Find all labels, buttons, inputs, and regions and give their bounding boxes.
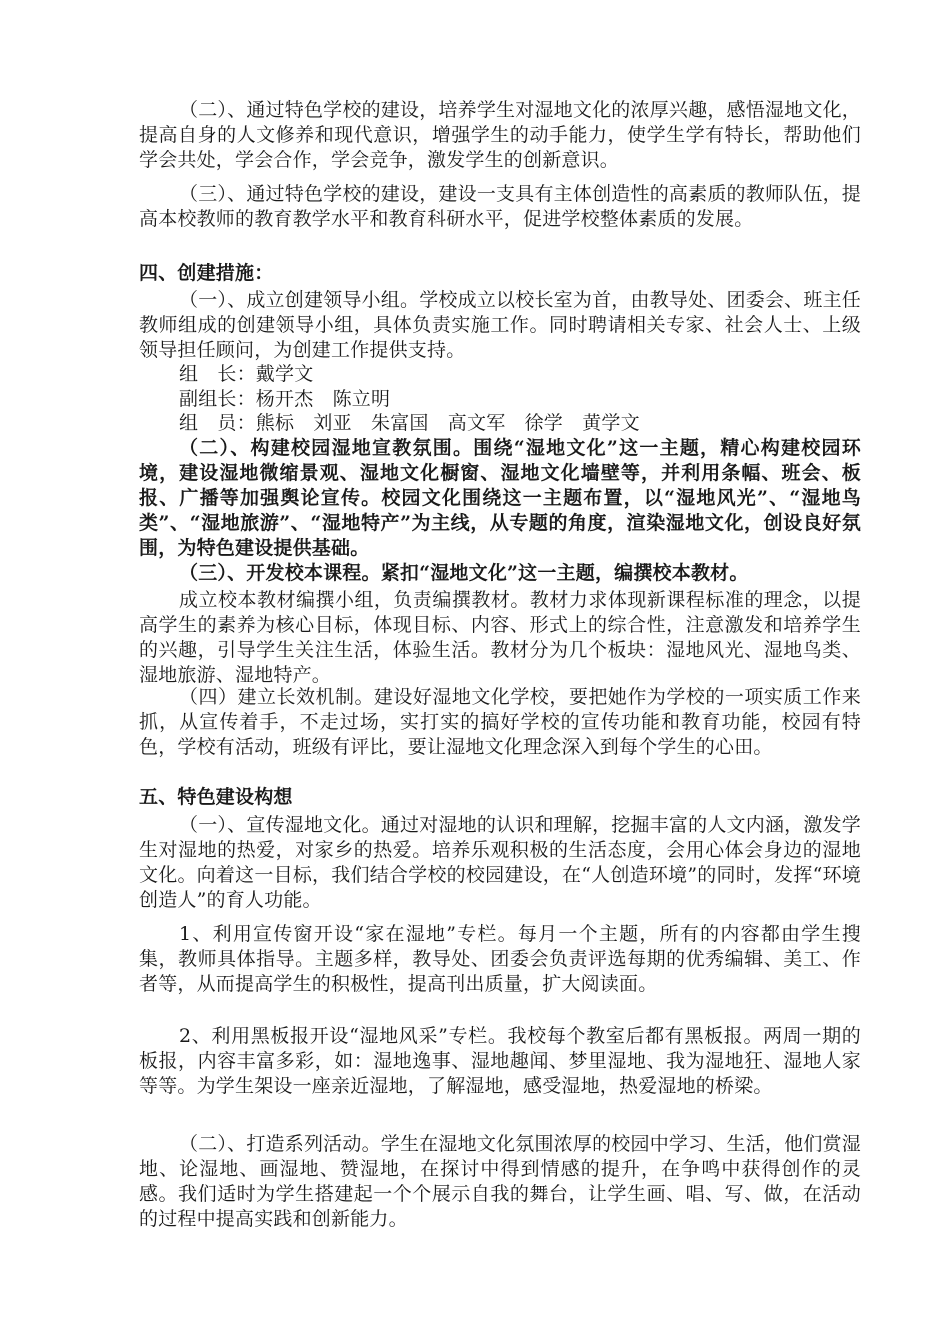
roster-leader: 组 长：戴学文 [179,363,314,385]
paragraph-goal-3: （三）、通过特色学校的建设，建设一支具有主体创造性的高素质的教师队伍，提高本校教师的教育教学水平和教育科研水平，促进学校整体素质的发展。 [139,183,861,230]
roster-deputy: 副组长：杨开杰 陈立明 [179,388,391,410]
paragraph-measure-3: （三）、开发校本课程。紧扣“湿地文化”这一主题，编撰校本教材。 [179,562,749,584]
paragraph-measure-2: （二）、构建校园湿地宣教氛围。围绕“湿地文化”这一主题，精心构建校园环境，建设湿地微缩景观、湿地文化橱窗、湿地文化墙壁等，并利用条幅、班会、板报、广播等加强舆论宣传。校园文化围绕这一主题布置，以“湿地风光”、“湿地鸟类”、“湿地旅游”、“湿地特产”为主线，从专题的角度，渲染湿地文化，创设良好氛围，为特色建设提供基础。 [139,437,861,559]
roster-members: 组 员：熊标 刘亚 朱富国 高文军 徐学 黄学文 [179,412,640,434]
paragraph-textbook-group: 成立校本教材编撰小组，负责编撰教材。教材力求体现新课程标准的理念，以提高学生的素养为核心目标，体现目标、内容、形式上的综合性，注意激发和培养学生的兴趣，引导学生关注生活，体验生活。教材分为几个板块：湿地风光、湿地鸟类、湿地旅游、湿地特产。 [139,589,861,686]
paragraph-measure-1: （一）、成立创建领导小组。学校成立以校长室为首，由教导处、团委会、班主任教师组成的创建领导小组，具体负责实施工作。同时聘请相关专家、社会人士、上级领导担任顾问，为创建工作提供支持。 [139,289,861,361]
section-heading-4: 四、创建措施： [139,262,274,284]
section-heading-5: 五、特色建设构想 [139,786,293,808]
paragraph-idea-1: （一）、宣传湿地文化。通过对湿地的认识和理解，挖掘丰富的人文内涵，激发学生对湿地的热爱，对家乡的热爱。培养乐观积极的生活态度，会用心体会身边的湿地文化。向着这一目标，我们结合学校的校园建设，在“人创造环境”的同时，发挥“环境创造人”的育人功能。 [139,814,861,911]
paragraph-measure-4: （四）建立长效机制。建设好湿地文化学校，要把她作为学校的一项实质工作来抓，从宣传着手，不走过场，实打实的搞好学校的宣传功能和教育功能，校园有特色，学校有活动，班级有评比，要让湿地文化理念深入到每个学生的心田。 [139,686,861,758]
paragraph-item-1: 1、利用宣传窗开设“家在湿地”专栏。每月一个主题，所有的内容都由学生搜集，教师具体指导。主题多样，教导处、团委会负责评选每期的优秀编辑、美工、作者等，从而提高学生的积极性，提高刊出质量，扩大阅读面。 [139,923,861,995]
paragraph-goal-2: （二）、通过特色学校的建设，培养学生对湿地文化的浓厚兴趣，感悟湿地文化，提高自身的人文修养和现代意识，增强学生的动手能力，使学生学有特长，帮助他们学会共处，学会合作，学会竞争，激发学生的创新意识。 [139,99,861,171]
paragraph-idea-2: （二）、打造系列活动。学生在湿地文化氛围浓厚的校园中学习、生活，他们赏湿地、论湿地、画湿地、赞湿地，在探讨中得到情感的提升，在争鸣中获得创作的灵感。我们适时为学生搭建起一个个展示自我的舞台，让学生画、唱、写、做，在活动的过程中提高实践和创新能力。 [139,1133,861,1230]
paragraph-item-2: 2、利用黑板报开设“湿地风采”专栏。我校每个教室后都有黑板报。两周一期的板报，内容丰富多彩，如：湿地逸事、湿地趣闻、梦里湿地、我为湿地狂、湿地人家等等。为学生架设一座亲近湿地，了解湿地，感受湿地，热爱湿地的桥梁。 [139,1025,861,1097]
